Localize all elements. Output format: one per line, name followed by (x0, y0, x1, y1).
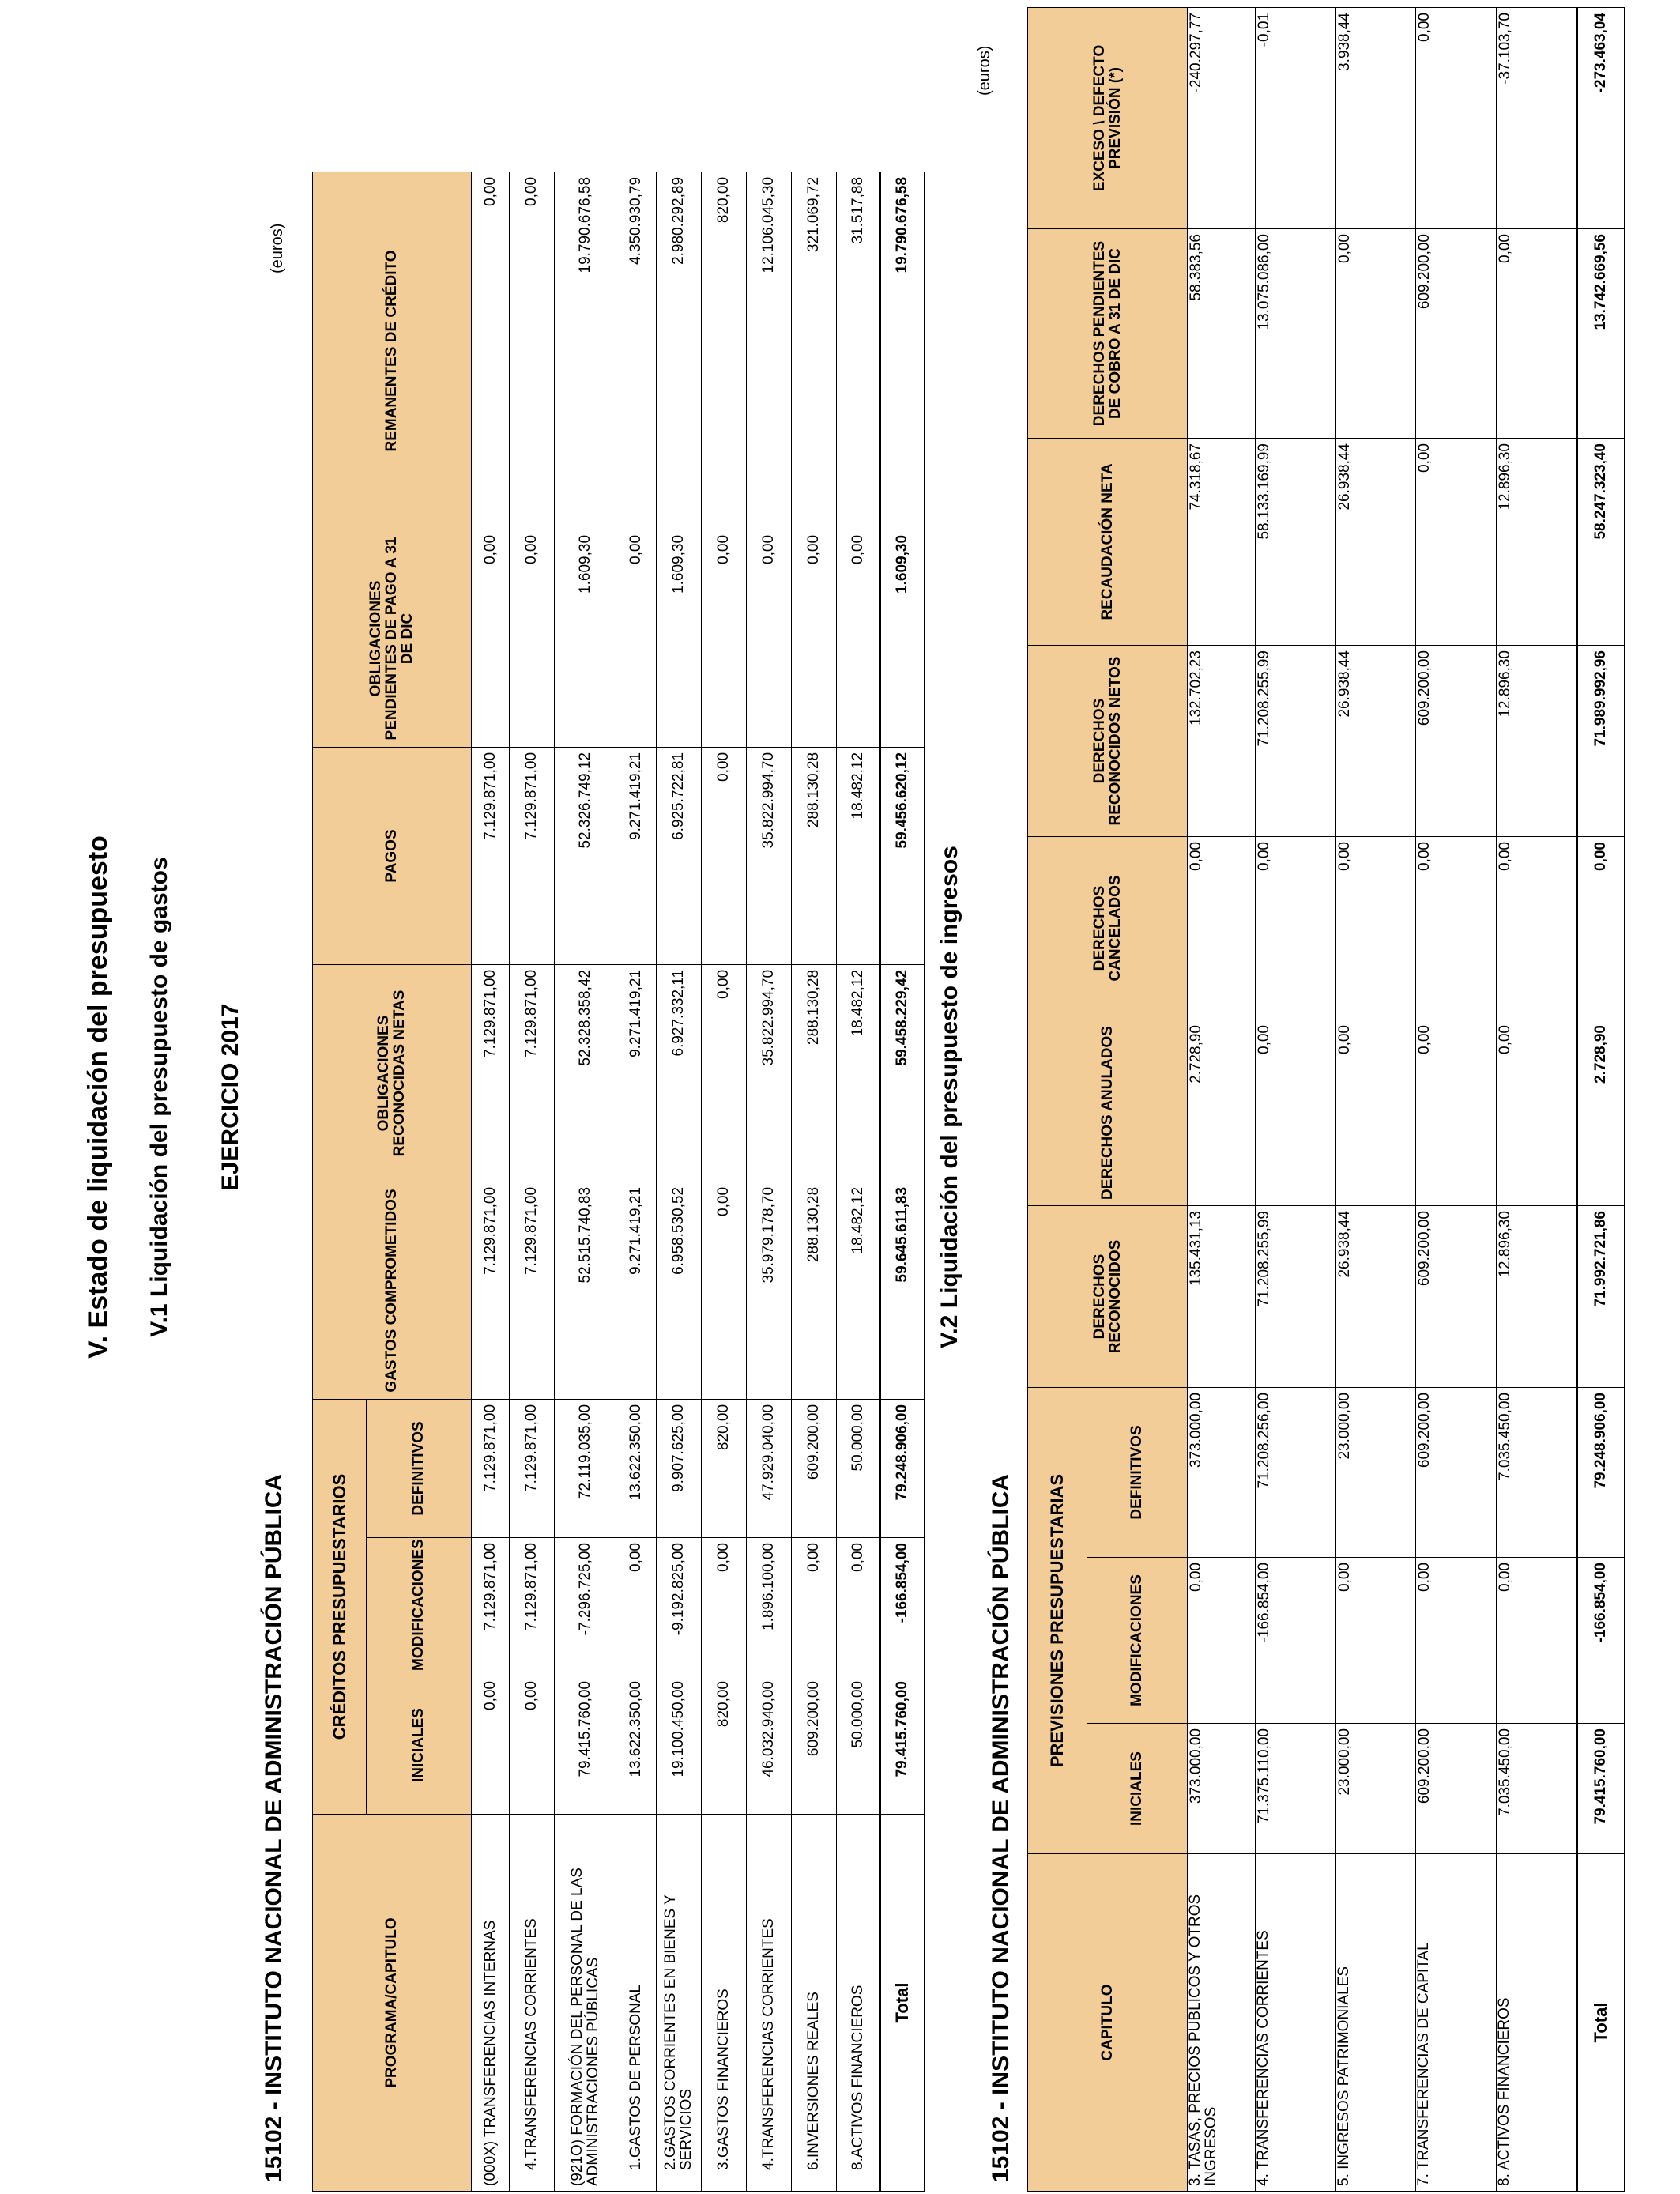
cell-remanentes: 0,00 (472, 172, 510, 530)
table-row (555, 172, 616, 2191)
cell-comprometidos: 35.979.178,70 (747, 1182, 792, 1399)
total-pendientes: 1.609,30 (880, 530, 925, 747)
cell-remanentes: 2.980.292,89 (657, 172, 702, 530)
total-pendientes: 13.742.669,56 (1577, 229, 1625, 439)
row-label: 5. INGRESOS PATRIMONIALES (1336, 1854, 1416, 2192)
table-row (510, 172, 555, 2191)
cell-modificaciones: -7.296.725,00 (555, 1538, 616, 1676)
cell-iniciales: 23.000,00 (1336, 1724, 1416, 1854)
cell-pendientes: 0,00 (510, 530, 555, 747)
total-remanentes: 19.790.676,58 (880, 172, 925, 530)
col-programa: PROGRAMA/CAPITULO (313, 1815, 472, 2192)
total-pagos: 59.456.620,12 (880, 747, 925, 964)
row-label: 6.INVERSIONES REALES (792, 1815, 837, 2192)
cell-definitivos: 71.208.256,00 (1256, 1388, 1336, 1558)
cell-remanentes: 19.790.676,58 (555, 172, 616, 530)
cell-cancelados: 0,00 (1188, 837, 1256, 1020)
cell-comprometidos: 18.482,12 (837, 1182, 880, 1399)
cell-reconocidos: 26.938,44 (1336, 1206, 1416, 1388)
cell-modificaciones: 0,00 (1416, 1558, 1497, 1724)
total-iniciales: 79.415.760,00 (1577, 1724, 1625, 1854)
cell-netos: 71.208.255,99 (1256, 646, 1336, 837)
cell-recaudacion: 74.318,67 (1188, 439, 1256, 646)
cell-cancelados: 0,00 (1336, 837, 1416, 1020)
cell-definitivos: 7.129.871,00 (472, 1399, 510, 1537)
cell-exceso: -37.103,70 (1497, 8, 1577, 229)
cell-definitivos: 50.000,00 (837, 1399, 880, 1537)
exercise-label: EJERCICIO 2017 (217, 1003, 243, 1191)
cell-recaudacion: 12.896,30 (1497, 439, 1577, 646)
col-derechos-netos: DERECHOS RECONOCIDOS NETOS (1028, 646, 1188, 837)
cell-iniciales: 0,00 (472, 1676, 510, 1815)
col-pendientes-cobro: DERECHOS PENDIENTES DE COBRO A 31 DE DIC (1028, 229, 1188, 439)
total-label: Total (1577, 1854, 1625, 2192)
cell-definitivos: 23.000,00 (1336, 1388, 1416, 1558)
cell-definitivos: 609.200,00 (1416, 1388, 1497, 1558)
cell-modificaciones: -166.854,00 (1256, 1558, 1336, 1724)
row-label: (000X) TRANSFERENCIAS INTERNAS (472, 1815, 510, 2192)
total-row (1577, 8, 1625, 2192)
col-capitulo: CAPITULO (1028, 1854, 1188, 2192)
cell-anulados: 0,00 (1336, 1020, 1416, 1206)
total-definitivos: 79.248.906,00 (880, 1399, 925, 1537)
cell-pagos: 18.482,12 (837, 747, 880, 964)
cell-anulados: 0,00 (1256, 1020, 1336, 1206)
cell-obligaciones: 7.129.871,00 (472, 964, 510, 1182)
total-label: Total (880, 1815, 925, 2192)
total-comprometidos: 59.645.611,83 (880, 1182, 925, 1399)
cell-definitivos: 9.907.625,00 (657, 1399, 702, 1537)
cell-obligaciones: 35.822.994,70 (747, 964, 792, 1182)
cell-netos: 26.938,44 (1336, 646, 1416, 837)
row-label: 4. TRANSFERENCIAS CORRIENTES (1256, 1854, 1336, 2192)
cell-modificaciones: 7.129.871,00 (510, 1538, 555, 1676)
row-label: 7. TRANSFERENCIAS DE CAPITAL (1416, 1854, 1497, 2192)
cell-iniciales: 820,00 (702, 1676, 747, 1815)
col-recaudacion: RECAUDACIÓN NETA (1028, 439, 1188, 646)
cell-iniciales: 46.032.940,00 (747, 1676, 792, 1815)
cell-definitivos: 373.000,00 (1188, 1388, 1256, 1558)
cell-definitivos: 609.200,00 (792, 1399, 837, 1537)
cell-obligaciones: 7.129.871,00 (510, 964, 555, 1182)
cell-pendientes: 0,00 (616, 530, 657, 747)
cell-anulados: 0,00 (1497, 1020, 1577, 1206)
cell-iniciales: 0,00 (510, 1676, 555, 1815)
cell-comprometidos: 7.129.871,00 (510, 1182, 555, 1399)
row-label: 4.TRANSFERENCIAS CORRIENTES (510, 1815, 555, 2192)
col-pagos: PAGOS (313, 747, 472, 964)
cell-netos: 12.896,30 (1497, 646, 1577, 837)
cell-pendientes: 0,00 (747, 530, 792, 747)
cell-cancelados: 0,00 (1416, 837, 1497, 1020)
cell-cancelados: 0,00 (1497, 837, 1577, 1020)
col-iniciales: INICIALES (367, 1676, 472, 1815)
cell-exceso: 0,00 (1416, 8, 1497, 229)
cell-obligaciones: 18.482,12 (837, 964, 880, 1182)
table-row (1188, 8, 1256, 2192)
cell-obligaciones: 52.328.358,42 (555, 964, 616, 1182)
cell-modificaciones: 0,00 (792, 1538, 837, 1676)
ingresos-table (1027, 7, 1625, 2192)
col-obligaciones-pendientes: OBLIGACIONES PENDIENTES DE PAGO A 31 DE DIC (313, 530, 472, 747)
cell-modificaciones: 7.129.871,00 (472, 1538, 510, 1676)
row-label: 8.ACTIVOS FINANCIEROS (837, 1815, 880, 2192)
cell-pendientes: 0,00 (702, 530, 747, 747)
table-row (702, 172, 747, 2191)
cell-comprometidos: 288.130,28 (792, 1182, 837, 1399)
ingresos-units: (euros) (976, 45, 993, 96)
table-row (837, 172, 880, 2191)
col-definitivos: DEFINITIVOS (1087, 1388, 1188, 1558)
total-cancelados: 0,00 (1577, 837, 1625, 1020)
cell-iniciales: 609.200,00 (792, 1676, 837, 1815)
cell-iniciales: 50.000,00 (837, 1676, 880, 1815)
cell-iniciales: 373.000,00 (1188, 1724, 1256, 1854)
cell-modificaciones: 0,00 (616, 1538, 657, 1676)
cell-reconocidos: 12.896,30 (1497, 1206, 1577, 1388)
total-row (880, 172, 925, 2191)
cell-comprometidos: 0,00 (702, 1182, 747, 1399)
cell-recaudacion: 26.938,44 (1336, 439, 1416, 646)
col-remanentes: REMANENTES DE CRÉDITO (313, 172, 472, 530)
total-modificaciones: -166.854,00 (1577, 1558, 1625, 1724)
table-row (657, 172, 702, 2191)
cell-pendientes: 609.200,00 (1416, 229, 1497, 439)
cell-iniciales: 19.100.450,00 (657, 1676, 702, 1815)
cell-modificaciones: 0,00 (1188, 1558, 1256, 1724)
cell-pendientes: 0,00 (472, 530, 510, 747)
total-definitivos: 79.248.906,00 (1577, 1388, 1625, 1558)
cell-pagos: 288.130,28 (792, 747, 837, 964)
total-modificaciones: -166.854,00 (880, 1538, 925, 1676)
cell-exceso: -240.297,77 (1188, 8, 1256, 229)
total-reconocidos: 71.992.721,86 (1577, 1206, 1625, 1388)
cell-modificaciones: 1.896.100,00 (747, 1538, 792, 1676)
cell-pendientes: 0,00 (837, 530, 880, 747)
cell-reconocidos: 71.208.255,99 (1256, 1206, 1336, 1388)
total-recaudacion: 58.247.323,40 (1577, 439, 1625, 646)
table-row (1256, 8, 1336, 2192)
row-label: 2.GASTOS CORRIENTES EN BIENES Y SERVICIOS (657, 1815, 702, 2192)
cell-definitivos: 72.119.035,00 (555, 1399, 616, 1537)
cell-iniciales: 13.622.350,00 (616, 1676, 657, 1815)
cell-cancelados: 0,00 (1256, 837, 1336, 1020)
cell-remanentes: 4.350.930,79 (616, 172, 657, 530)
cell-obligaciones: 288.130,28 (792, 964, 837, 1182)
cell-obligaciones: 9.271.419,21 (616, 964, 657, 1182)
row-label: 8. ACTIVOS FINANCIEROS (1497, 1854, 1577, 2192)
cell-definitivos: 7.129.871,00 (510, 1399, 555, 1537)
col-modificaciones: MODIFICACIONES (367, 1538, 472, 1676)
table-row (792, 172, 837, 2191)
cell-pagos: 6.925.722,81 (657, 747, 702, 964)
gastos-table (312, 172, 925, 2192)
cell-iniciales: 7.035.450,00 (1497, 1724, 1577, 1854)
cell-pendientes: 1.609,30 (657, 530, 702, 747)
cell-iniciales: 609.200,00 (1416, 1724, 1497, 1854)
gastos-subtitle: V.1 Liquidación del presupuesto de gastos (146, 857, 172, 1337)
cell-reconocidos: 609.200,00 (1416, 1206, 1497, 1388)
cell-pagos: 35.822.994,70 (747, 747, 792, 964)
gastos-units: (euros) (269, 223, 286, 273)
cell-definitivos: 47.929.040,00 (747, 1399, 792, 1537)
table-row (1497, 8, 1577, 2192)
col-modificaciones: MODIFICACIONES (1087, 1558, 1188, 1724)
col-derechos-reconocidos: DERECHOS RECONOCIDOS (1028, 1206, 1188, 1388)
cell-pendientes: 58.383,56 (1188, 229, 1256, 439)
cell-comprometidos: 6.958.530,52 (657, 1182, 702, 1399)
total-anulados: 2.728,90 (1577, 1020, 1625, 1206)
gastos-entity: 15102 - INSTITUTO NACIONAL DE ADMINISTRACIÓN PÚBLICA (261, 1473, 287, 2182)
cell-modificaciones: 0,00 (1336, 1558, 1416, 1724)
table-row (472, 172, 510, 2191)
table-row (1336, 8, 1416, 2192)
table-row (616, 172, 657, 2191)
cell-remanentes: 12.106.045,30 (747, 172, 792, 530)
cell-remanentes: 820,00 (702, 172, 747, 530)
cell-exceso: 3.938,44 (1336, 8, 1416, 229)
cell-pagos: 0,00 (702, 747, 747, 964)
cell-anulados: 2.728,90 (1188, 1020, 1256, 1206)
cell-modificaciones: 0,00 (837, 1538, 880, 1676)
cell-netos: 609.200,00 (1416, 646, 1497, 837)
col-obligaciones-netas: OBLIGACIONES RECONOCIDAS NETAS (313, 964, 472, 1182)
cell-definitivos: 820,00 (702, 1399, 747, 1537)
col-derechos-cancelados: DERECHOS CANCELADOS (1028, 837, 1188, 1020)
cell-comprometidos: 52.515.740,83 (555, 1182, 616, 1399)
col-group-creditos: CRÉDITOS PRESUPUESTARIOS (313, 1399, 367, 1814)
total-obligaciones: 59.458.229,42 (880, 964, 925, 1182)
ingresos-subtitle: V.2 Liquidación del presupuesto de ingresos (936, 846, 962, 1348)
col-derechos-anulados: DERECHOS ANULADOS (1028, 1020, 1188, 1206)
cell-remanentes: 0,00 (510, 172, 555, 530)
cell-modificaciones: -9.192.825,00 (657, 1538, 702, 1676)
cell-pendientes: 13.075.086,00 (1256, 229, 1336, 439)
cell-exceso: -0,01 (1256, 8, 1336, 229)
total-exceso: -273.463,04 (1577, 8, 1625, 229)
col-gastos-comprometidos: GASTOS COMPROMETIDOS (313, 1182, 472, 1399)
cell-pendientes: 0,00 (792, 530, 837, 747)
cell-recaudacion: 0,00 (1416, 439, 1497, 646)
total-netos: 71.989.992,96 (1577, 646, 1625, 837)
cell-comprometidos: 7.129.871,00 (472, 1182, 510, 1399)
cell-pendientes: 0,00 (1497, 229, 1577, 439)
col-exceso: EXCESO \ DEFECTO PREVISIÓN (*) (1028, 8, 1188, 229)
cell-anulados: 0,00 (1416, 1020, 1497, 1206)
table-row (1416, 8, 1497, 2192)
cell-pendientes: 1.609,30 (555, 530, 616, 747)
col-iniciales: INICIALES (1087, 1724, 1188, 1854)
row-label: 3. TASAS, PRECIOS PUBLICOS Y OTROS INGRESOS (1188, 1854, 1256, 2192)
col-definitivos: DEFINITIVOS (367, 1399, 472, 1537)
document-title: V. Estado de liquidación del presupuesto (83, 835, 113, 1359)
ingresos-entity: 15102 - INSTITUTO NACIONAL DE ADMINISTRACIÓN PÚBLICA (988, 1473, 1014, 2182)
cell-pagos: 9.271.419,21 (616, 747, 657, 964)
cell-reconocidos: 135.431,13 (1188, 1206, 1256, 1388)
cell-netos: 132.702,23 (1188, 646, 1256, 837)
cell-pagos: 52.326.749,12 (555, 747, 616, 964)
cell-pagos: 7.129.871,00 (472, 747, 510, 964)
cell-obligaciones: 6.927.332,11 (657, 964, 702, 1182)
table-row (747, 172, 792, 2191)
cell-iniciales: 79.415.760,00 (555, 1676, 616, 1815)
cell-obligaciones: 0,00 (702, 964, 747, 1182)
row-label: 1.GASTOS DE PERSONAL (616, 1815, 657, 2192)
cell-pagos: 7.129.871,00 (510, 747, 555, 964)
cell-comprometidos: 9.271.419,21 (616, 1182, 657, 1399)
cell-remanentes: 321.069,72 (792, 172, 837, 530)
cell-remanentes: 31.517,88 (837, 172, 880, 530)
cell-modificaciones: 0,00 (1497, 1558, 1577, 1724)
cell-recaudacion: 58.133.169,99 (1256, 439, 1336, 646)
cell-pendientes: 0,00 (1336, 229, 1416, 439)
cell-iniciales: 71.375.110,00 (1256, 1724, 1336, 1854)
col-group-previsiones: PREVISIONES PRESUPUESTARIAS (1028, 1388, 1087, 1854)
cell-definitivos: 13.622.350,00 (616, 1399, 657, 1537)
row-label: 4.TRANSFERENCIAS CORRIENTES (747, 1815, 792, 2192)
total-iniciales: 79.415.760,00 (880, 1676, 925, 1815)
cell-definitivos: 7.035.450,00 (1497, 1388, 1577, 1558)
row-label: 3.GASTOS FINANCIEROS (702, 1815, 747, 2192)
row-label: (921O) FORMACIÓN DEL PERSONAL DE LAS ADMINISTRACIONES PÚBLICAS (555, 1815, 616, 2192)
cell-modificaciones: 0,00 (702, 1538, 747, 1676)
